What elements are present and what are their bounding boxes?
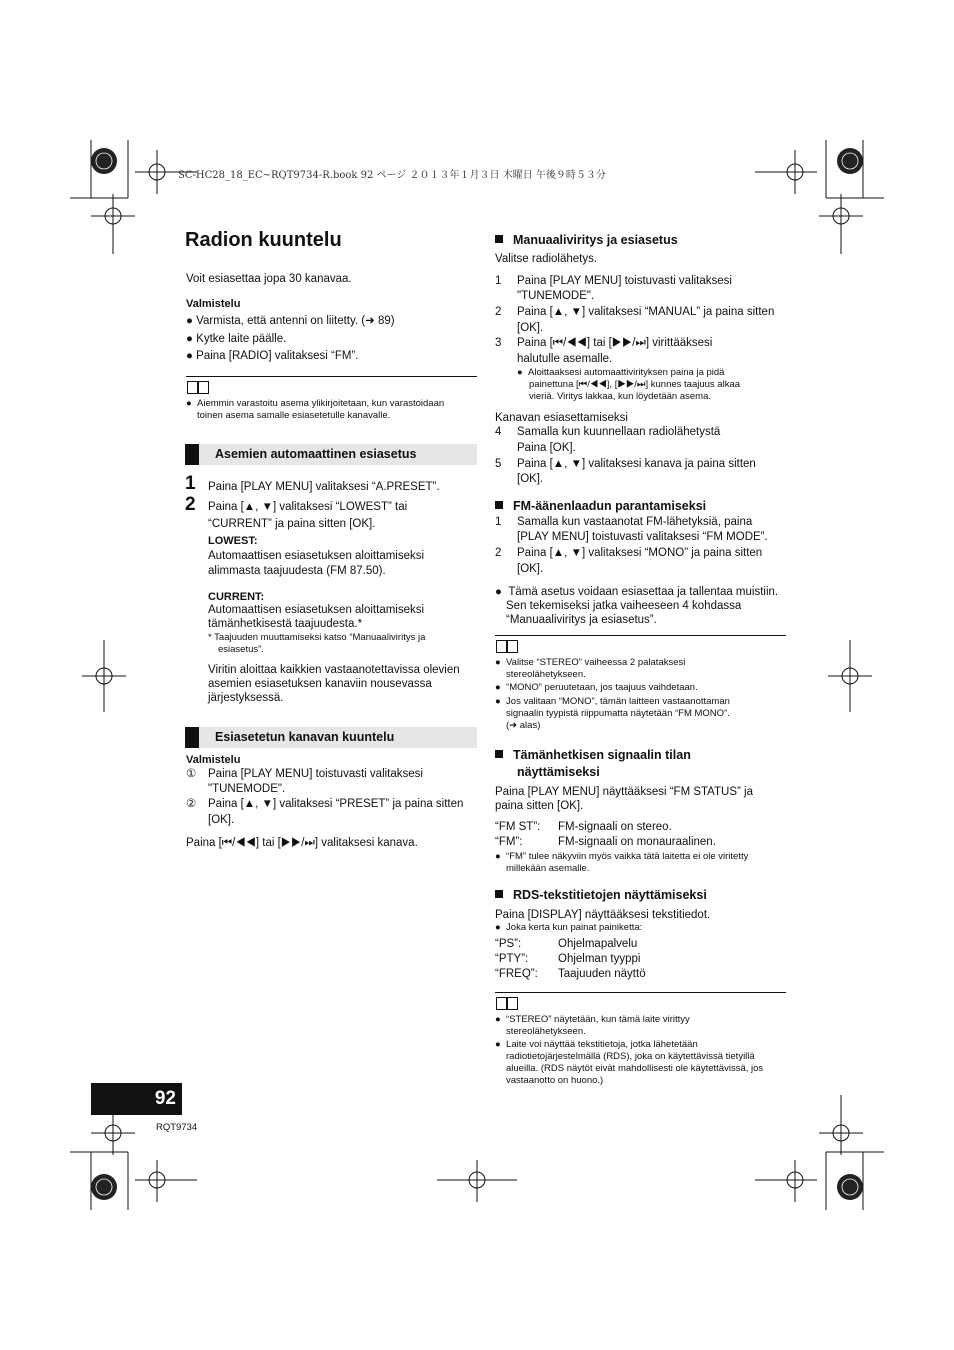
prep-item: ● Varmista, että antenni on liitetty. (➜ 89) <box>186 315 395 327</box>
step-text: Paina [PLAY MENU] toistuvasti valitaksesi <box>517 275 732 287</box>
section-header: Esiasetetun kanavan kuuntelu <box>185 727 477 748</box>
bullet-item-cont: “Manuaaliviritys ja esiasetus”. <box>506 614 657 626</box>
note-item-cont: signaalin tyypistä riippumatta näytetään “FM MONO”. <box>506 708 730 719</box>
body-text: asemien esiasetuksen kanaviin nousevassa <box>208 678 432 690</box>
step-number: 5 <box>495 458 502 470</box>
option-label: CURRENT: <box>208 591 265 603</box>
step-number: 2 <box>185 494 196 515</box>
body-text: paina sitten [OK]. <box>495 800 584 812</box>
note-book-icon <box>187 381 209 394</box>
prep-item: ● Kytke laite päälle. <box>186 333 287 345</box>
prep-item: ● Paina [RADIO] valitaksesi “FM”. <box>186 350 359 362</box>
step-number: 2 <box>495 306 502 318</box>
footnote: * Taajuuden muuttamiseksi katso “Manuaaliviritys ja <box>208 632 426 643</box>
step-text: halutulle asemalle. <box>517 353 613 365</box>
step-number: 2 <box>495 547 502 559</box>
step-text: [OK]. <box>208 814 235 826</box>
prep-title: Valmistelu <box>186 298 241 310</box>
step-text: “CURRENT” ja paina sitten [OK]. <box>208 518 376 530</box>
note-item: ● “FM” tulee näkyviin myös vaikka tätä laitetta ei ole viritetty <box>495 851 749 862</box>
note-item: ● Joka kerta kun painat painiketta: <box>495 922 643 933</box>
step-number: 1 <box>495 516 502 528</box>
note-item: ● Aiemmin varastoitu asema ylikirjoitetaan, kun varastoidaan <box>186 398 445 409</box>
body-text: Paina [DISPLAY] näyttääksesi tekstitiedot. <box>495 909 711 921</box>
rds-key: “FREQ”: <box>495 968 538 980</box>
step-text: [OK]. <box>517 322 544 334</box>
step-text: Paina [PLAY MENU] toistuvasti valitaksesi <box>208 768 423 780</box>
step-text: "TUNEMODE". <box>208 783 286 795</box>
body-text: Valitse radiolähetys. <box>495 253 598 265</box>
note-item-cont: alueilla. (RDS näytöt eivät mahdollisesti ole käytettävissä, jos <box>506 1063 764 1074</box>
note-item: ● Laite voi näyttää tekstitietoja, jotka lähetetään <box>495 1039 698 1050</box>
body-text: Viritin aloittaa kaikkien vastaanotettavissa olevien <box>208 664 460 676</box>
rds-key: “PS”: <box>495 938 522 950</box>
step-number: 3 <box>495 337 502 349</box>
note-item-cont: vastaanotto on huono.) <box>506 1075 604 1086</box>
step-text: Paina [▲, ▼] valitaksesi kanava ja paina sitten <box>517 458 756 470</box>
step-mark: ① <box>186 768 197 780</box>
step-text: Samalla kun kuunnellaan radiolähetystä <box>517 426 721 438</box>
status-value: FM-signaali on monauraalinen. <box>558 836 716 848</box>
note-item-cont: (➜ alas) <box>506 720 541 731</box>
step-text: [PLAY MENU] toistuvasti valitaksesi “FM MODE”. <box>517 531 768 543</box>
note-item: ● “MONO” peruutetaan, jos taajuus vaihdetaan. <box>495 682 698 693</box>
option-text: alimmasta taajuudesta (FM 87.50). <box>208 565 386 577</box>
rds-value: Ohjelman tyyppi <box>558 953 641 965</box>
note-item-cont: millekään asemalle. <box>506 863 590 874</box>
step-text: Paina [▲, ▼] valitaksesi “MONO” ja paina sitten <box>517 547 763 559</box>
section-title: Tämänhetkisen signaalin tilan <box>495 748 691 763</box>
bullet-item-cont: Sen tekemiseksi jatka vaiheeseen 4 kohdassa <box>506 600 742 612</box>
body-text: Paina [PLAY MENU] näyttääksesi “FM STATUS” ja <box>495 786 753 798</box>
footnote: esiasetus”. <box>218 644 264 655</box>
option-text: Automaattisen esiasetuksen aloittamiseksi <box>208 604 425 616</box>
print-header: SC-HC28_18_EC~RQT9734-R.book 92 ページ ２０１３年１月３日 木曜日 午後９時５３分 <box>178 170 606 181</box>
page-title: Radion kuuntelu <box>185 229 342 251</box>
note-item-cont: vieriä. Viritys lakkaa, kun löydetään asema. <box>529 391 711 402</box>
page-number-box <box>91 1083 182 1115</box>
note-item-cont: stereolähetykseen. <box>506 1026 586 1037</box>
step-text: [OK]. <box>517 563 544 575</box>
note-item: ● Valitse “STEREO” vaiheessa 2 palataksesi <box>495 657 686 668</box>
divider <box>186 376 477 377</box>
step-mark: ② <box>186 798 197 810</box>
status-key: “FM ST”: <box>495 821 541 833</box>
step-number: 1 <box>495 275 502 287</box>
section-title-cont: näyttämiseksi <box>517 765 600 779</box>
divider <box>495 992 786 993</box>
rds-value: Ohjelmapalvelu <box>558 938 638 950</box>
step-text: [OK]. <box>517 473 544 485</box>
step-number: 1 <box>185 473 196 494</box>
section-title: FM-äänenlaadun parantamiseksi <box>495 499 706 514</box>
sub-heading: Kanavan esiasettamiseksi <box>495 412 628 424</box>
note-item-cont: painettuna [⏮/◀◀], [▶▶/⏭] kunnes taajuus alkaa <box>529 379 741 390</box>
page-number: 92 <box>154 1088 176 1109</box>
divider <box>495 635 786 636</box>
note-item-cont: toinen asema samalle esiasetetulle kanavalle. <box>197 410 391 421</box>
note-item: ● Jos valitaan “MONO”, tämän laitteen vastaanottaman <box>495 696 730 707</box>
option-label: LOWEST: <box>208 535 258 547</box>
step-text: Paina [▲, ▼] valitaksesi “PRESET” ja paina sitten <box>208 798 464 810</box>
note-item-cont: radiotietojärjestelmällä (RDS), joka on käytettävissä tietyillä <box>506 1051 755 1062</box>
rds-value: Taajuuden näyttö <box>558 968 646 980</box>
step-text: "TUNEMODE". <box>517 290 595 302</box>
bullet-item: ● Tämä asetus voidaan esiasettaa ja tallentaa muistiin. <box>495 586 779 598</box>
status-value: FM-signaali on stereo. <box>558 821 672 833</box>
intro-text: Voit esiasettaa jopa 30 kanavaa. <box>186 273 352 285</box>
section-header: Asemien automaattinen esiasetus <box>185 444 477 465</box>
section-title: Manuaaliviritys ja esiasetus <box>495 233 678 248</box>
note-item: ● “STEREO” näytetään, kun tämä laite virittyy <box>495 1014 690 1025</box>
rds-key: “PTY”: <box>495 953 529 965</box>
body-text: Paina [⏮/◀◀] tai [▶▶/⏭] valitaksesi kanava. <box>186 837 418 849</box>
body-text: järjestyksessä. <box>208 692 284 704</box>
option-text: Automaattisen esiasetuksen aloittamiseksi <box>208 550 425 562</box>
prep-title: Valmistelu <box>186 754 241 766</box>
step-text: Paina [⏮/◀◀] tai [▶▶/⏭] virittääksesi <box>517 337 713 349</box>
model-code: RQT9734 <box>156 1122 198 1133</box>
section-title: RDS-tekstitietojen näyttämiseksi <box>495 888 707 903</box>
note-item-cont: stereolähetykseen. <box>506 669 586 680</box>
step-text: Paina [▲, ▼] valitaksesi “MANUAL” ja paina sitten <box>517 306 775 318</box>
step-text: Samalla kun vastaanotat FM-lähetyksiä, paina <box>517 516 753 528</box>
step-number: 4 <box>495 426 502 438</box>
status-key: “FM”: <box>495 836 523 848</box>
option-text: tämänhetkisestä taajuudesta.* <box>208 618 363 630</box>
step-text: Paina [OK]. <box>517 442 576 454</box>
note-item: ● Aloittaaksesi automaattivirityksen paina ja pidä <box>517 367 725 378</box>
note-book-icon <box>496 997 518 1010</box>
step-text: Paina [PLAY MENU] valitaksesi “A.PRESET”. <box>208 481 440 493</box>
step-text: Paina [▲, ▼] valitaksesi “LOWEST” tai <box>208 501 408 513</box>
note-book-icon <box>496 640 518 653</box>
